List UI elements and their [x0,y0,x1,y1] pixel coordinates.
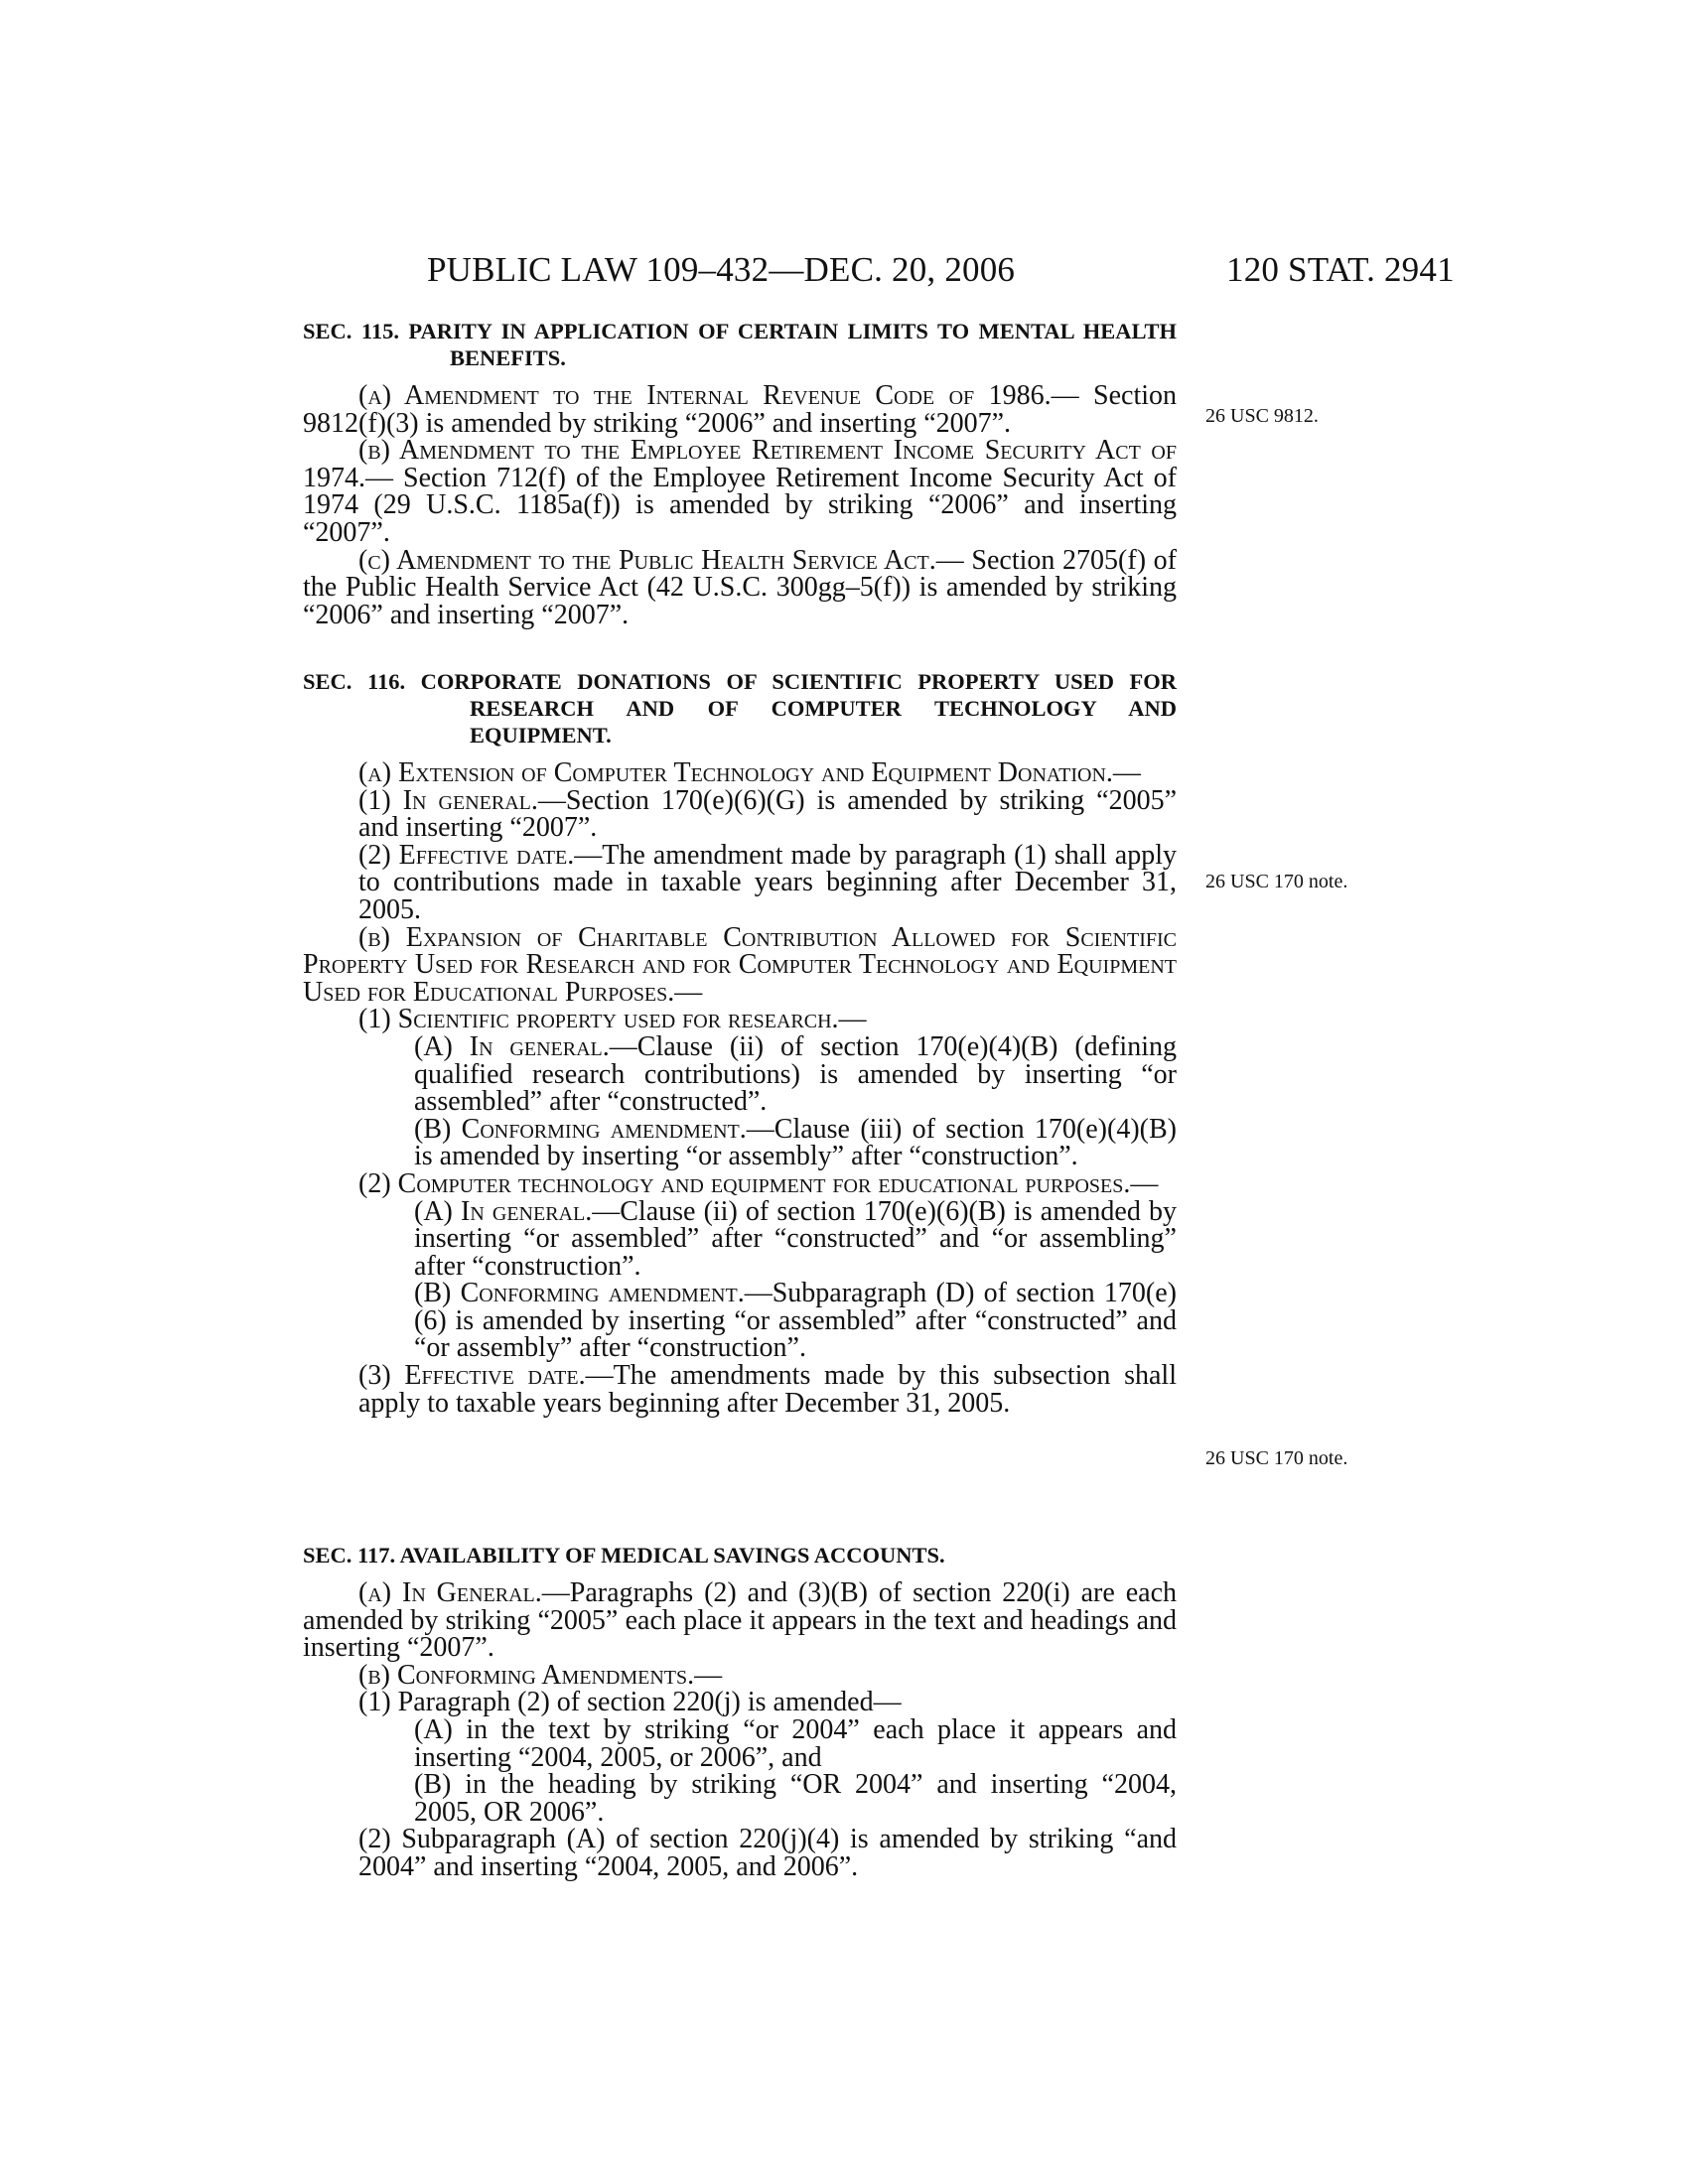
paragraph-heading: (b) Amendment to the Employee Retirement Income Security Act of 1974.— [303,435,1177,493]
paragraph-text: Clause (iii) of section 170(e)(4)(B) is amended by inserting “or assembly” after “construction”. [414,1113,1177,1172]
paragraph-heading: (c) Amendment to the Public Health Service Act.— [358,544,964,576]
paragraph [303,784,1177,844]
margin-note: 26 USC 170 note. [1205,871,1348,892]
paragraph-heading: (1) In general.— [358,784,566,816]
paragraph: (1) Paragraph (2) of section 220(j) is amended— [358,1687,902,1718]
paragraph-heading: (3) Effective date.— [358,1360,614,1392]
section-115 [303,318,1177,628]
paragraph-text: Section 170(e)(6)(G) is amended by striking “2005” and inserting “2007”. [358,784,1177,844]
paragraph [303,437,1177,546]
paragraph-text: Clause (ii) of section 170(e)(4)(B) (defining qualified research contributions) is amended by inserting “or assembled” after “constructed”. [414,1030,1177,1118]
paragraph [303,1659,1177,1691]
paragraph-heading: (B) Conforming amendment.— [414,1278,773,1309]
paragraph-heading: (a) In General.— [358,1577,570,1608]
paragraph-text: Paragraphs (2) and (3)(B) of section 220(i) are each amended by striking “2005” each place it appears in the text and headings and inserting “2007”. [303,1577,1177,1664]
paragraph-heading: (A) In general.— [414,1195,621,1227]
section-heading: SEC. 116. CORPORATE DONATIONS OF SCIENTIFIC PROPERTY USED FOR RESEARCH AND OF COMPUTER TECHNOLOGY AND EQUIPMENT. [303,669,1177,748]
paragraph-text: Section 9812(f)(3) is amended by striking “2006” and inserting “2007”. [303,380,1178,439]
paragraph [303,1113,1177,1172]
paragraph-heading: (a) Extension of Computer Technology and Equipment Donation.— [358,757,1141,788]
margin-note: 26 USC 170 note. [1205,1447,1348,1469]
running-header-page: 120 STAT. 2941 [1226,250,1455,289]
paragraph-text: Subparagraph (D) of section 170(e)(6) is amended by inserting “or assembled” after “constructed” and “or assembly” after “construction”. [414,1278,1177,1364]
paragraph-heading: (2) Computer technology and equipment for educational purposes.— [358,1167,1159,1199]
paragraph-heading: (B) Conforming amendment.— [414,1113,774,1145]
paragraph: (2) Subparagraph (A) of section 220(j)(4) is amended by striking “and 2004” and inserting “2004, 2005, and 2006”. [358,1824,1177,1882]
paragraph-text: Clause (ii) of section 170(e)(6)(B) is amended by inserting “or assembled” after “constructed” and “or assembling” after “construction”. [414,1195,1177,1282]
running-header-title: PUBLIC LAW 109–432—DEC. 20, 2006 [427,250,1016,289]
section-heading: SEC. 115. PARITY IN APPLICATION OF CERTAIN LIMITS TO MENTAL HEALTH BENEFITS. [303,319,1177,370]
paragraph-text: The amendments made by this subsection shall apply to taxable years beginning after December 31, 2005. [358,1360,1177,1419]
paragraph-text: The amendment made by paragraph (1) shall apply to contributions made in taxable years beginning after December 31, 2005. [358,839,1177,925]
paragraph-heading: (2) Effective date.— [358,839,603,871]
paragraph-heading: (A) In general.— [414,1030,637,1062]
paragraph [303,544,1177,630]
paragraph-text: Section 712(f) of the Employee Retirement Income Security Act of 1974 (29 U.S.C. 1185a(f)) is amended by striking “2006” and inserting “2007”. [303,462,1177,548]
paragraph-heading: (b) Conforming Amendments.— [358,1659,723,1691]
paragraph: (B) in the heading by striking “OR 2004” and inserting “2004, 2005, OR 2006”. [414,1769,1177,1828]
paragraph [303,1195,1177,1282]
paragraph [303,1006,1177,1033]
paragraph [303,921,1177,1008]
paragraph-heading: (a) Amendment to the Internal Revenue Code of 1986.— [358,380,1079,411]
paragraph [303,1280,1177,1362]
paragraph-text: Section 2705(f) of the Public Health Service Act (42 U.S.C. 300gg–5(f)) is amended by striking “2006” and inserting “2007”. [303,544,1177,630]
paragraph [303,1167,1177,1199]
paragraph [303,1362,1177,1417]
section-116 [303,668,1177,1417]
paragraph [303,1579,1177,1662]
section-117 [303,1542,1177,1881]
paragraph-heading: (1) Scientific property used for research.— [358,1004,867,1035]
paragraph [303,1030,1177,1118]
margin-note: 26 USC 9812. [1205,405,1319,427]
paragraph [303,759,1177,787]
section-heading: SEC. 117. AVAILABILITY OF MEDICAL SAVINGS ACCOUNTS. [303,1543,945,1568]
paragraph-heading: (b) Expansion of Charitable Contribution Allowed for Scientific Property Used for Research and for Computer Technology and Equipment Used for Educational Purposes.— [303,921,1177,1008]
paragraph [303,382,1177,437]
paragraph [303,839,1177,925]
paragraph: (A) in the text by striking “or 2004” each place it appears and inserting “2004, 2005, or 2006”, and [414,1713,1177,1773]
